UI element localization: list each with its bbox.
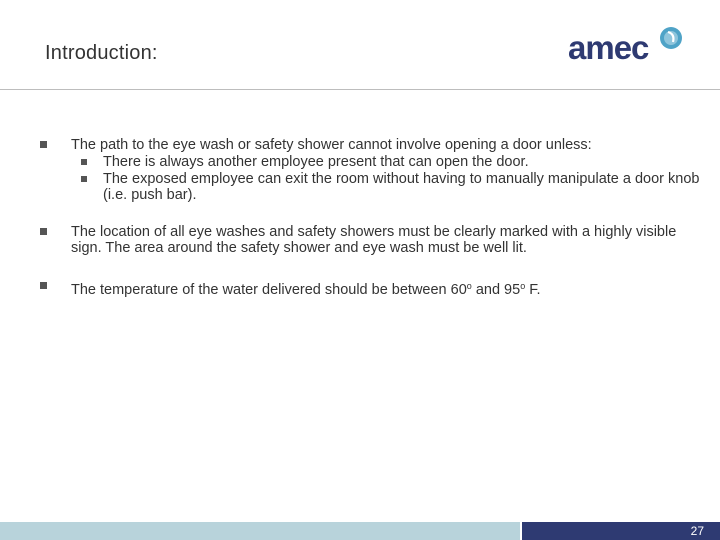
bullet-text: The path to the eye wash or safety shower cannot involve opening a door unless:: [71, 137, 592, 153]
logo-wordmark: amec: [568, 29, 649, 66]
logo-swirl-icon: [659, 26, 683, 50]
bullet-square-icon: [81, 159, 87, 165]
sub-bullet-item: [40, 154, 700, 170]
sub-bullet-text: The exposed employee can exit the room without having to manually manipulate a door knob (i.e. push bar).: [103, 171, 700, 203]
bullet-text: The location of all eye washes and safety showers must be clearly marked with a highly visible sign. The area around the safety shower and eye wash must be well lit.: [71, 224, 677, 256]
amec-logo: [568, 24, 686, 68]
bullet-item: [40, 224, 700, 256]
degree-superscript: o: [466, 281, 472, 291]
bullet-square-icon: [40, 228, 47, 235]
degree-superscript: o: [520, 281, 526, 291]
bullet-item: [40, 137, 700, 153]
bullet-text-part: F.: [525, 282, 541, 298]
bullet-text-part: The temperature of the water delivered should be between 60: [71, 282, 467, 298]
sub-bullet-text: There is always another employee present that can open the door.: [103, 154, 529, 170]
bullet-square-icon: [81, 176, 87, 182]
bullet-square-icon: [40, 141, 47, 148]
bullet-text-part: and 95: [471, 282, 521, 298]
page-number: 27: [690, 524, 704, 538]
bullet-square-icon: [40, 282, 47, 289]
header-divider: [0, 89, 720, 90]
footer-bar-dark: [522, 522, 720, 540]
bullet-list: [40, 137, 700, 298]
sub-bullet-item: [40, 171, 700, 203]
slide-title: Introduction:: [45, 42, 158, 64]
bullet-item: [40, 278, 700, 298]
footer-bar-light: [0, 522, 520, 540]
